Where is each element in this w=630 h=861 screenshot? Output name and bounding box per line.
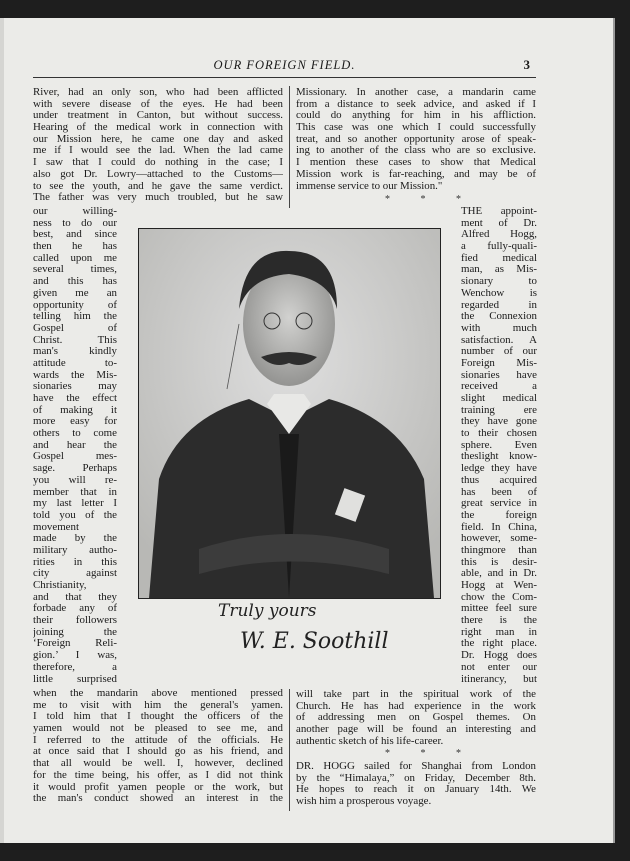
- text-line: This case was one which I could successfully: [296, 122, 536, 134]
- text-line: the foreign: [461, 509, 537, 521]
- right-narrow-column-text: [461, 206, 537, 685]
- text-line: wish him a prosperous voyage.: [296, 796, 432, 808]
- portrait-photograph: [138, 228, 441, 599]
- section-separator: * * *: [385, 194, 475, 205]
- text-line: regarded in: [461, 299, 537, 311]
- text-line: of addressing men on Gospel themes. On: [296, 712, 536, 724]
- text-line: will take part in the spiritual work of the: [296, 689, 536, 700]
- text-line: and hear the: [33, 439, 117, 451]
- text-line: best, and since: [33, 229, 117, 241]
- header-rule: [33, 77, 536, 78]
- text-line: I told him that I thought the officers of the: [33, 711, 283, 723]
- text-line: sionaries have: [461, 369, 537, 381]
- text-line: it would profit yamen people or the work, but: [33, 781, 283, 793]
- text-line: city against: [33, 568, 117, 580]
- text-line: chow the Com-: [461, 591, 537, 603]
- text-line: the man's conduct showed an interest in the: [33, 793, 283, 805]
- text-line: The father was very much troubled, but he saw: [33, 192, 283, 204]
- text-line: military autho-: [33, 544, 117, 556]
- text-line: our Mission here, he came one day and asked: [33, 133, 283, 145]
- text-line: others to come: [33, 428, 117, 440]
- text-line: from a distance to seek advice, and asked if I: [296, 98, 536, 110]
- text-line: DR. HOGG sailed for Shanghai from London: [296, 761, 536, 772]
- text-line: also got Dr. Lowry—attached to the Customs—: [33, 168, 283, 180]
- text-line: I mention these cases to show that Medical: [296, 157, 536, 169]
- text-line: thingmore than: [461, 544, 537, 556]
- text-line: joining the: [33, 626, 117, 638]
- text-line: and this has: [33, 276, 117, 288]
- text-line: River, had an only son, who had been afflicted: [33, 87, 283, 98]
- text-line: man, as Mis-: [461, 264, 537, 276]
- text-line: fied medical: [461, 252, 537, 264]
- text-line: authentic sketch of his life-career.: [296, 735, 444, 747]
- text-line: able, and in Dr.: [461, 568, 537, 580]
- text-line: right man in: [461, 626, 537, 638]
- text-line: opportunity of: [33, 299, 117, 311]
- text-line: Christ. This: [33, 334, 117, 346]
- text-line: Gospel of: [33, 322, 117, 334]
- text-line: man's kindly: [33, 346, 117, 358]
- text-line: then he has: [33, 241, 117, 253]
- text-line: Hearing of the medical work in connection with: [33, 122, 283, 134]
- text-line: at once said that I should go as his friend, and: [33, 746, 283, 758]
- text-line: sionaries may: [33, 381, 117, 393]
- text-line: immense service to our Mission.": [296, 180, 443, 192]
- signature-name: W. E. Soothill: [240, 629, 389, 654]
- text-line: could do anything for him in his affliction.: [296, 110, 536, 122]
- text-line: not enter our: [461, 661, 537, 673]
- text-line: theslight know-: [461, 451, 537, 463]
- left-narrow-column-text: [33, 206, 117, 685]
- text-line: you will re-: [33, 474, 117, 486]
- text-line: our willing-: [33, 206, 117, 217]
- right-column-bottom-text: [296, 689, 536, 747]
- signature-closing: Truly yours: [218, 601, 317, 621]
- text-line: telling him the: [33, 311, 117, 323]
- text-line: a fully-quali-: [461, 241, 537, 253]
- text-line: Gospel mes-: [33, 451, 117, 463]
- text-line: more easy for: [33, 416, 117, 428]
- text-line: however, some-: [461, 533, 537, 545]
- journal-title: OUR FOREIGN FIELD.: [213, 58, 356, 72]
- text-line: sphere. Even: [461, 439, 537, 451]
- page-edge: [0, 18, 4, 843]
- text-line: another page will be found an interesting and: [296, 724, 536, 736]
- text-line: by the “Himalaya,” on Friday, December 8th.: [296, 772, 536, 784]
- text-line: field. In China,: [461, 521, 537, 533]
- text-line: sage. Perhaps: [33, 463, 117, 475]
- text-line: this is desir-: [461, 556, 537, 568]
- text-line: He hopes to reach it on January 14th. We: [296, 784, 536, 796]
- text-line: my last letter I: [33, 498, 117, 510]
- text-line: ment of Dr.: [461, 217, 537, 229]
- text-line: made by the: [33, 533, 117, 545]
- text-line: yamen would not be pleased to see me, and: [33, 723, 283, 735]
- text-line: called upon me: [33, 252, 117, 264]
- text-line: for the time being, his offer, as I did not think: [33, 769, 283, 781]
- text-line: of making it: [33, 404, 117, 416]
- text-line: Missionary. In another case, a mandarin came: [296, 87, 536, 98]
- text-line: Church. He has had experience in the work: [296, 700, 536, 712]
- portrait-image: [139, 229, 440, 598]
- text-line: and that they: [33, 591, 117, 603]
- text-line: the right place.: [461, 638, 537, 650]
- column-divider-bottom: [289, 689, 290, 811]
- text-line: when the mandarin above mentioned pressed: [33, 688, 283, 699]
- text-line: have the effect: [33, 393, 117, 404]
- text-line: sionary to: [461, 276, 537, 288]
- text-line: me to visit with him the general's yamen.: [33, 699, 283, 711]
- text-line: under treatment in Canton, but without success.: [33, 110, 283, 122]
- section-separator-2: * * *: [385, 748, 475, 759]
- text-line: wards the Mis-: [33, 369, 117, 381]
- page-number: 3: [523, 57, 530, 72]
- text-line: has been of: [461, 486, 537, 498]
- text-line: therefore, a: [33, 661, 117, 673]
- text-line: ‘Foreign Reli-: [33, 638, 117, 650]
- text-line: ledge they have: [461, 463, 537, 475]
- text-line: Christianity,: [33, 580, 87, 591]
- text-line: ness to do our: [33, 217, 117, 229]
- text-line: gion.’ I was,: [33, 650, 117, 662]
- column-divider-top: [289, 86, 290, 208]
- running-header: [33, 58, 536, 74]
- text-line: Foreign Mis-: [461, 357, 537, 369]
- text-line: little surprised: [33, 673, 117, 685]
- text-line: attitude to-: [33, 357, 117, 369]
- text-line: thus acquired: [461, 474, 537, 486]
- text-line: received a: [461, 381, 537, 393]
- text-line: mittee feel sure: [461, 603, 537, 615]
- text-line: ing to another of the class who are so exclusive.: [296, 145, 536, 157]
- right-column-top-text: [296, 87, 536, 192]
- text-line: Hogg at Wen-: [461, 580, 537, 591]
- text-line: I saw that I could do nothing in the case; I: [33, 157, 283, 169]
- text-line: Mission work is far-reaching, and may be of: [296, 168, 536, 180]
- text-line: number of our: [461, 346, 537, 358]
- text-line: Dr. Hogg does: [461, 650, 537, 662]
- text-line: to see the youth, and he gave the same verdict.: [33, 180, 283, 192]
- text-line: their followers: [33, 615, 117, 627]
- text-line: that all would be well. I, however, declined: [33, 758, 283, 770]
- text-line: to their chosen: [461, 428, 537, 440]
- text-line: great service in: [461, 498, 537, 510]
- text-line: several times,: [33, 264, 117, 276]
- text-line: treat, and so another opportunity arose of speak-: [296, 133, 536, 145]
- text-line: I referred to the attitude of the officials. He: [33, 734, 283, 746]
- text-line: me if I would see the lad. When the lad came: [33, 145, 283, 157]
- left-column-top-text: [33, 87, 283, 204]
- text-line: with much: [461, 322, 537, 334]
- right-column-final-paragraph: [296, 761, 536, 808]
- text-line: movement: [33, 521, 79, 533]
- left-column-bottom-text: [33, 688, 283, 805]
- text-line: given me an: [33, 287, 117, 299]
- text-line: Wenchow is: [461, 287, 537, 299]
- text-line: there is the: [461, 615, 537, 627]
- text-line: forbade any of: [33, 603, 117, 615]
- text-line: with severe disease of the eyes. He had been: [33, 98, 283, 110]
- text-line: THE appoint-: [461, 206, 537, 217]
- text-line: slight medical: [461, 393, 537, 404]
- text-line: satisfaction. A: [461, 334, 537, 346]
- text-line: told you of the: [33, 509, 117, 521]
- text-line: they have gone: [461, 416, 537, 428]
- text-line: the Connexion: [461, 311, 537, 323]
- text-line: rities in this: [33, 556, 117, 568]
- text-line: member that in: [33, 486, 117, 498]
- text-line: Alfred Hogg,: [461, 229, 537, 241]
- text-line: itinerancy, but: [461, 673, 537, 685]
- text-line: training ere: [461, 404, 537, 416]
